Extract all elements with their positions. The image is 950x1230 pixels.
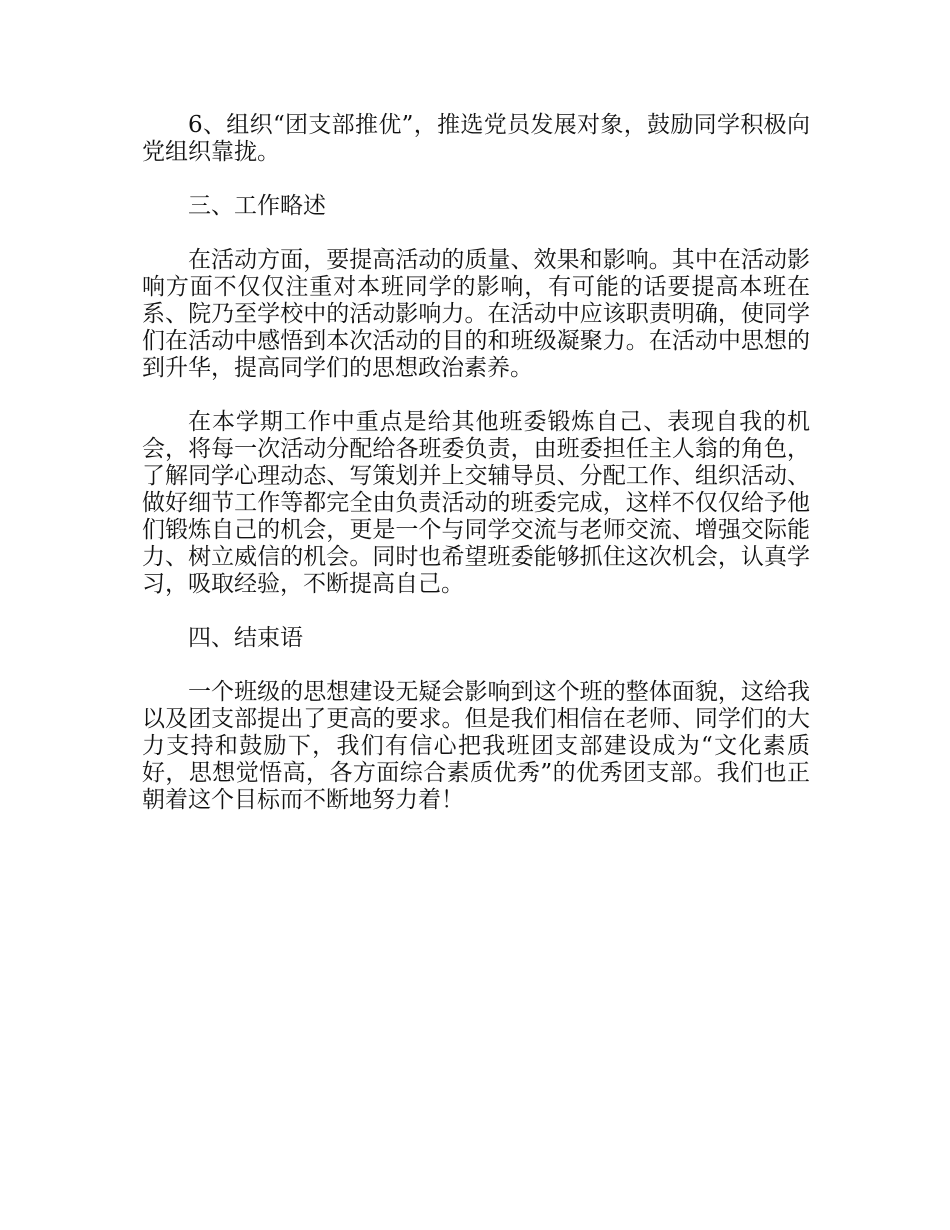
paragraph-activities: 在活动方面，要提高活动的质量、效果和影响。其中在活动影响方面不仅仅注重对本班同学的影响，有可能的话要提高本班在系、院乃至学校中的活动影响力。在活动中应该职责明确，使同学们在活动中感悟到本次活动的目的和班级凝聚力。在活动中思想的到升华，提高同学们的思想政治素养。 xyxy=(142,247,810,381)
section-heading-work-overview: 三、工作略述 xyxy=(188,193,326,219)
paragraph-item-6: 6、组织“团支部推优”，推选党员发展对象，鼓励同学积极向党组织靠拢。 xyxy=(142,112,810,165)
paragraph-semester-focus: 在本学期工作中重点是给其他班委锻炼自己、表现自我的机会，将每一次活动分配给各班委负责，由班委担任主人翁的角色，了解同学心理动态、写策划并上交辅导员、分配工作、组织活动、做好细节工作等都完全由负责活动的班委完成，这样不仅仅给予他们锻炼自己的机会，更是一个与同学交流与老师交流、增强交际能力、树立威信的机会。同时也希望班委能够抓住这次机会，认真学习，吸取经验，不断提高自己。 xyxy=(142,409,810,597)
document-body xyxy=(142,112,810,841)
section-heading-conclusion: 四、结束语 xyxy=(188,625,303,651)
paragraph-conclusion: 一个班级的思想建设无疑会影响到这个班的整体面貌，这给我以及团支部提出了更高的要求。但是我们相信在老师、同学们的大力支持和鼓励下，我们有信心把我班团支部建设成为“文化素质好，思想觉悟高，各方面综合素质优秀”的优秀团支部。我们也正朝着这个目标而不断地努力着！ xyxy=(142,679,810,813)
